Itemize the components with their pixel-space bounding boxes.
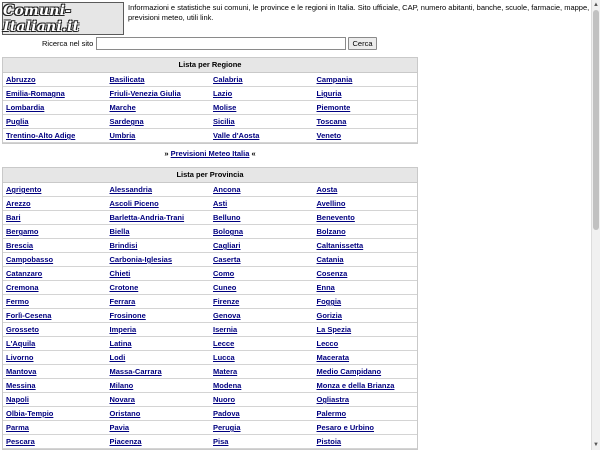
site-logo[interactable] <box>2 2 124 35</box>
table-cell <box>210 365 314 379</box>
region-link[interactable]: Marche <box>109 103 136 112</box>
table-cell <box>107 183 211 197</box>
region-link[interactable]: Valle d'Aosta <box>213 131 260 140</box>
province-link[interactable]: Caserta <box>213 255 241 264</box>
province-link[interactable]: Aosta <box>316 185 338 194</box>
table-cell <box>314 379 418 393</box>
table-row <box>3 239 417 253</box>
table-cell <box>3 239 107 253</box>
table-cell <box>210 211 314 225</box>
province-link[interactable]: Grosseto <box>6 325 39 334</box>
table-cell <box>107 323 211 337</box>
province-link[interactable]: Novara <box>109 395 135 404</box>
region-link[interactable]: Campania <box>316 75 353 84</box>
table-row <box>3 323 417 337</box>
table-cell <box>3 421 107 435</box>
region-list <box>2 57 418 144</box>
province-link[interactable]: Mantova <box>6 367 37 376</box>
province-link[interactable]: Pisa <box>213 437 229 446</box>
table-cell <box>314 129 418 143</box>
province-link[interactable]: Campobasso <box>6 255 54 264</box>
province-link[interactable]: Milano <box>109 381 134 390</box>
table-cell <box>314 101 418 115</box>
table-cell <box>3 253 107 267</box>
table-row <box>3 351 417 365</box>
province-link[interactable]: Brindisi <box>109 241 138 250</box>
province-link[interactable]: Palermo <box>316 409 347 418</box>
region-link[interactable]: Liguria <box>316 89 342 98</box>
table-cell <box>3 211 107 225</box>
province-link[interactable]: Cuneo <box>213 283 237 292</box>
table-cell <box>210 421 314 435</box>
province-link[interactable]: Bolzano <box>316 227 346 236</box>
table-cell <box>3 379 107 393</box>
table-cell <box>107 365 211 379</box>
table-cell <box>210 337 314 351</box>
province-link[interactable]: Ancona <box>213 185 241 194</box>
table-cell <box>314 421 418 435</box>
table-row <box>3 435 417 449</box>
table-cell <box>314 197 418 211</box>
region-link[interactable]: Sicilia <box>213 117 235 126</box>
table-cell <box>107 101 211 115</box>
province-link[interactable]: Carbonia-Iglesias <box>109 255 173 264</box>
province-link[interactable]: L'Aquila <box>6 339 36 348</box>
province-link[interactable]: Catanzaro <box>6 269 43 278</box>
table-cell <box>107 351 211 365</box>
province-link[interactable]: Caltanissetta <box>316 241 364 250</box>
table-cell <box>3 337 107 351</box>
table-row <box>3 379 417 393</box>
table-cell <box>3 225 107 239</box>
page-scrollbar[interactable] <box>591 0 600 450</box>
province-link[interactable]: Brescia <box>6 241 34 250</box>
province-link[interactable]: Agrigento <box>6 185 42 194</box>
province-link[interactable]: Pavia <box>109 423 130 432</box>
province-link[interactable]: Forlì-Cesena <box>6 311 52 320</box>
table-row <box>3 253 417 267</box>
table-row <box>3 295 417 309</box>
table-cell <box>314 267 418 281</box>
table-cell <box>107 421 211 435</box>
table-row <box>3 87 417 101</box>
weather-suffix: « <box>251 149 256 158</box>
province-link[interactable]: Alessandria <box>109 185 153 194</box>
table-cell <box>107 407 211 421</box>
table-cell <box>3 115 107 129</box>
table-row <box>3 197 417 211</box>
province-link[interactable]: Nuoro <box>213 395 236 404</box>
table-cell <box>107 337 211 351</box>
province-link[interactable]: Isernia <box>213 325 238 334</box>
province-link[interactable]: Cosenza <box>316 269 348 278</box>
province-link[interactable]: Perugia <box>213 423 241 432</box>
table-cell <box>3 295 107 309</box>
table-cell <box>210 225 314 239</box>
province-link[interactable]: Belluno <box>213 213 241 222</box>
table-cell <box>314 435 418 449</box>
province-link[interactable]: Gorizia <box>316 311 342 320</box>
table-cell <box>3 323 107 337</box>
table-cell <box>210 129 314 143</box>
province-link[interactable]: Genova <box>213 311 241 320</box>
province-link[interactable]: Macerata <box>316 353 350 362</box>
province-link[interactable]: Messina <box>6 381 36 390</box>
table-cell <box>107 129 211 143</box>
province-link[interactable]: Matera <box>213 367 238 376</box>
table-cell <box>210 309 314 323</box>
table-cell <box>314 337 418 351</box>
region-link[interactable]: Puglia <box>6 117 29 126</box>
table-cell <box>210 351 314 365</box>
table-row <box>3 211 417 225</box>
province-link[interactable]: Parma <box>6 423 29 432</box>
table-row <box>3 407 417 421</box>
province-link[interactable]: Barletta-Andria-Trani <box>109 213 185 222</box>
table-cell <box>210 183 314 197</box>
province-link[interactable]: Ascoli Piceno <box>109 199 159 208</box>
province-link[interactable]: Cagliari <box>213 241 241 250</box>
region-link[interactable]: Basilicata <box>109 75 145 84</box>
province-link[interactable]: La Spezia <box>316 325 352 334</box>
scroll-up-icon[interactable]: ▲ <box>593 2 599 8</box>
province-link[interactable]: Como <box>213 269 235 278</box>
table-cell <box>107 197 211 211</box>
region-link[interactable]: Piemonte <box>316 103 351 112</box>
region-link[interactable]: Lazio <box>213 89 233 98</box>
table-cell <box>3 183 107 197</box>
table-cell <box>210 73 314 87</box>
province-link[interactable]: Olbia-Tempio <box>6 409 54 418</box>
table-cell <box>3 365 107 379</box>
table-cell <box>3 309 107 323</box>
weather-prefix: » <box>164 149 169 158</box>
table-cell <box>314 253 418 267</box>
table-cell <box>107 435 211 449</box>
region-link[interactable]: Veneto <box>316 131 342 140</box>
province-link[interactable]: Avellino <box>316 199 346 208</box>
province-link[interactable]: Pescara <box>6 437 35 446</box>
table-row <box>3 183 417 197</box>
table-cell <box>107 115 211 129</box>
table-cell <box>314 351 418 365</box>
table-row <box>3 73 417 87</box>
table-cell <box>107 281 211 295</box>
table-row <box>3 309 417 323</box>
table-cell <box>3 101 107 115</box>
province-link[interactable]: Massa-Carrara <box>109 367 162 376</box>
table-row <box>3 115 417 129</box>
province-link[interactable]: Padova <box>213 409 240 418</box>
province-link[interactable]: Monza e della Brianza <box>316 381 395 390</box>
region-link[interactable]: Sardegna <box>109 117 144 126</box>
province-link[interactable]: Napoli <box>6 395 29 404</box>
province-link[interactable]: Oristano <box>109 409 141 418</box>
search-input[interactable] <box>96 37 346 50</box>
table-cell <box>314 73 418 87</box>
province-link[interactable]: Ferrara <box>109 297 136 306</box>
weather-forecast-link[interactable]: Previsioni Meteo Italia <box>170 149 250 158</box>
province-table <box>3 183 417 449</box>
province-link[interactable]: Latina <box>109 339 132 348</box>
table-cell <box>314 239 418 253</box>
region-link[interactable]: Toscana <box>316 117 347 126</box>
table-row <box>3 101 417 115</box>
province-link[interactable]: Biella <box>109 227 130 236</box>
table-cell <box>3 393 107 407</box>
table-cell <box>314 295 418 309</box>
table-cell <box>3 351 107 365</box>
search-label: Ricerca nel sito <box>42 39 94 48</box>
province-link[interactable]: Catania <box>316 255 344 264</box>
table-cell <box>314 211 418 225</box>
region-list-title: Lista per Regione <box>3 58 417 73</box>
table-cell <box>314 183 418 197</box>
weather-forecast-row <box>2 149 418 158</box>
table-cell <box>3 407 107 421</box>
table-cell <box>314 281 418 295</box>
table-row <box>3 421 417 435</box>
table-cell <box>107 211 211 225</box>
table-cell <box>107 225 211 239</box>
scroll-down-icon[interactable]: ▼ <box>593 442 599 448</box>
table-cell <box>210 407 314 421</box>
table-cell <box>107 239 211 253</box>
table-cell <box>210 239 314 253</box>
province-link[interactable]: Arezzo <box>6 199 31 208</box>
table-cell <box>314 87 418 101</box>
table-cell <box>210 393 314 407</box>
table-cell <box>107 379 211 393</box>
table-cell <box>107 253 211 267</box>
table-cell <box>210 253 314 267</box>
table-cell <box>210 435 314 449</box>
table-cell <box>314 393 418 407</box>
province-link[interactable]: Asti <box>213 199 228 208</box>
table-cell <box>314 225 418 239</box>
province-link[interactable]: Benevento <box>316 213 355 222</box>
province-list <box>2 167 418 450</box>
region-link[interactable]: Emilia-Romagna <box>6 89 65 98</box>
table-cell <box>314 309 418 323</box>
table-row <box>3 129 417 143</box>
province-link[interactable]: Lecce <box>213 339 235 348</box>
table-cell <box>210 115 314 129</box>
province-link[interactable]: Fermo <box>6 297 29 306</box>
table-cell <box>210 87 314 101</box>
province-link[interactable]: Cremona <box>6 283 39 292</box>
province-link[interactable]: Lucca <box>213 353 235 362</box>
table-row <box>3 267 417 281</box>
province-link[interactable]: Firenze <box>213 297 240 306</box>
table-cell <box>107 393 211 407</box>
table-cell <box>3 435 107 449</box>
table-cell <box>314 323 418 337</box>
region-link[interactable]: Umbria <box>109 131 136 140</box>
region-link[interactable]: Calabria <box>213 75 243 84</box>
table-cell <box>3 281 107 295</box>
province-link[interactable]: Pistoia <box>316 437 342 446</box>
region-link[interactable]: Lombardia <box>6 103 45 112</box>
province-link[interactable]: Modena <box>213 381 242 390</box>
table-cell <box>210 267 314 281</box>
province-link[interactable]: Imperia <box>109 325 137 334</box>
table-row <box>3 225 417 239</box>
table-cell <box>107 73 211 87</box>
table-cell <box>210 197 314 211</box>
province-link[interactable]: Ogliastra <box>316 395 350 404</box>
table-cell <box>107 87 211 101</box>
province-link[interactable]: Piacenza <box>109 437 142 446</box>
province-link[interactable]: Foggia <box>316 297 342 306</box>
table-cell <box>314 407 418 421</box>
province-link[interactable]: Frosinone <box>109 311 146 320</box>
table-cell <box>314 115 418 129</box>
region-link[interactable]: Abruzzo <box>6 75 36 84</box>
table-cell <box>107 295 211 309</box>
table-cell <box>210 323 314 337</box>
table-cell <box>107 267 211 281</box>
table-cell <box>210 281 314 295</box>
table-cell <box>3 73 107 87</box>
province-link[interactable]: Medio Campidano <box>316 367 382 376</box>
province-link[interactable]: Bologna <box>213 227 243 236</box>
region-link[interactable]: Molise <box>213 103 237 112</box>
table-cell <box>3 267 107 281</box>
province-link[interactable]: Crotone <box>109 283 139 292</box>
province-link[interactable]: Bergamo <box>6 227 39 236</box>
search-button[interactable]: Cerca <box>348 37 377 50</box>
logo-text: Comuni-Italiani.it <box>3 2 80 35</box>
table-row <box>3 365 417 379</box>
site-description: Informazioni e statistiche sui comuni, le province e le regioni in Italia. Sito ufficiale, CAP, numero abitanti, banche, scuole, farmacie, mappe, previsioni meteo, utili link. <box>128 3 590 22</box>
province-link[interactable]: Chieti <box>109 269 131 278</box>
table-row <box>3 281 417 295</box>
province-link[interactable]: Enna <box>316 283 335 292</box>
region-link[interactable]: Trentino-Alto Adige <box>6 131 76 140</box>
scroll-thumb[interactable] <box>593 10 599 230</box>
table-cell <box>210 295 314 309</box>
province-link[interactable]: Bari <box>6 213 21 222</box>
region-link[interactable]: Friuli-Venezia Giulia <box>109 89 181 98</box>
province-link[interactable]: Pesaro e Urbino <box>316 423 375 432</box>
region-table <box>3 73 417 143</box>
table-row <box>3 337 417 351</box>
table-cell <box>107 309 211 323</box>
table-cell <box>3 197 107 211</box>
table-cell <box>3 87 107 101</box>
table-cell <box>3 129 107 143</box>
province-link[interactable]: Livorno <box>6 353 34 362</box>
province-list-title: Lista per Provincia <box>3 168 417 183</box>
province-link[interactable]: Lodi <box>109 353 126 362</box>
province-link[interactable]: Lecco <box>316 339 339 348</box>
table-cell <box>314 365 418 379</box>
table-row <box>3 393 417 407</box>
table-cell <box>210 379 314 393</box>
table-cell <box>210 101 314 115</box>
